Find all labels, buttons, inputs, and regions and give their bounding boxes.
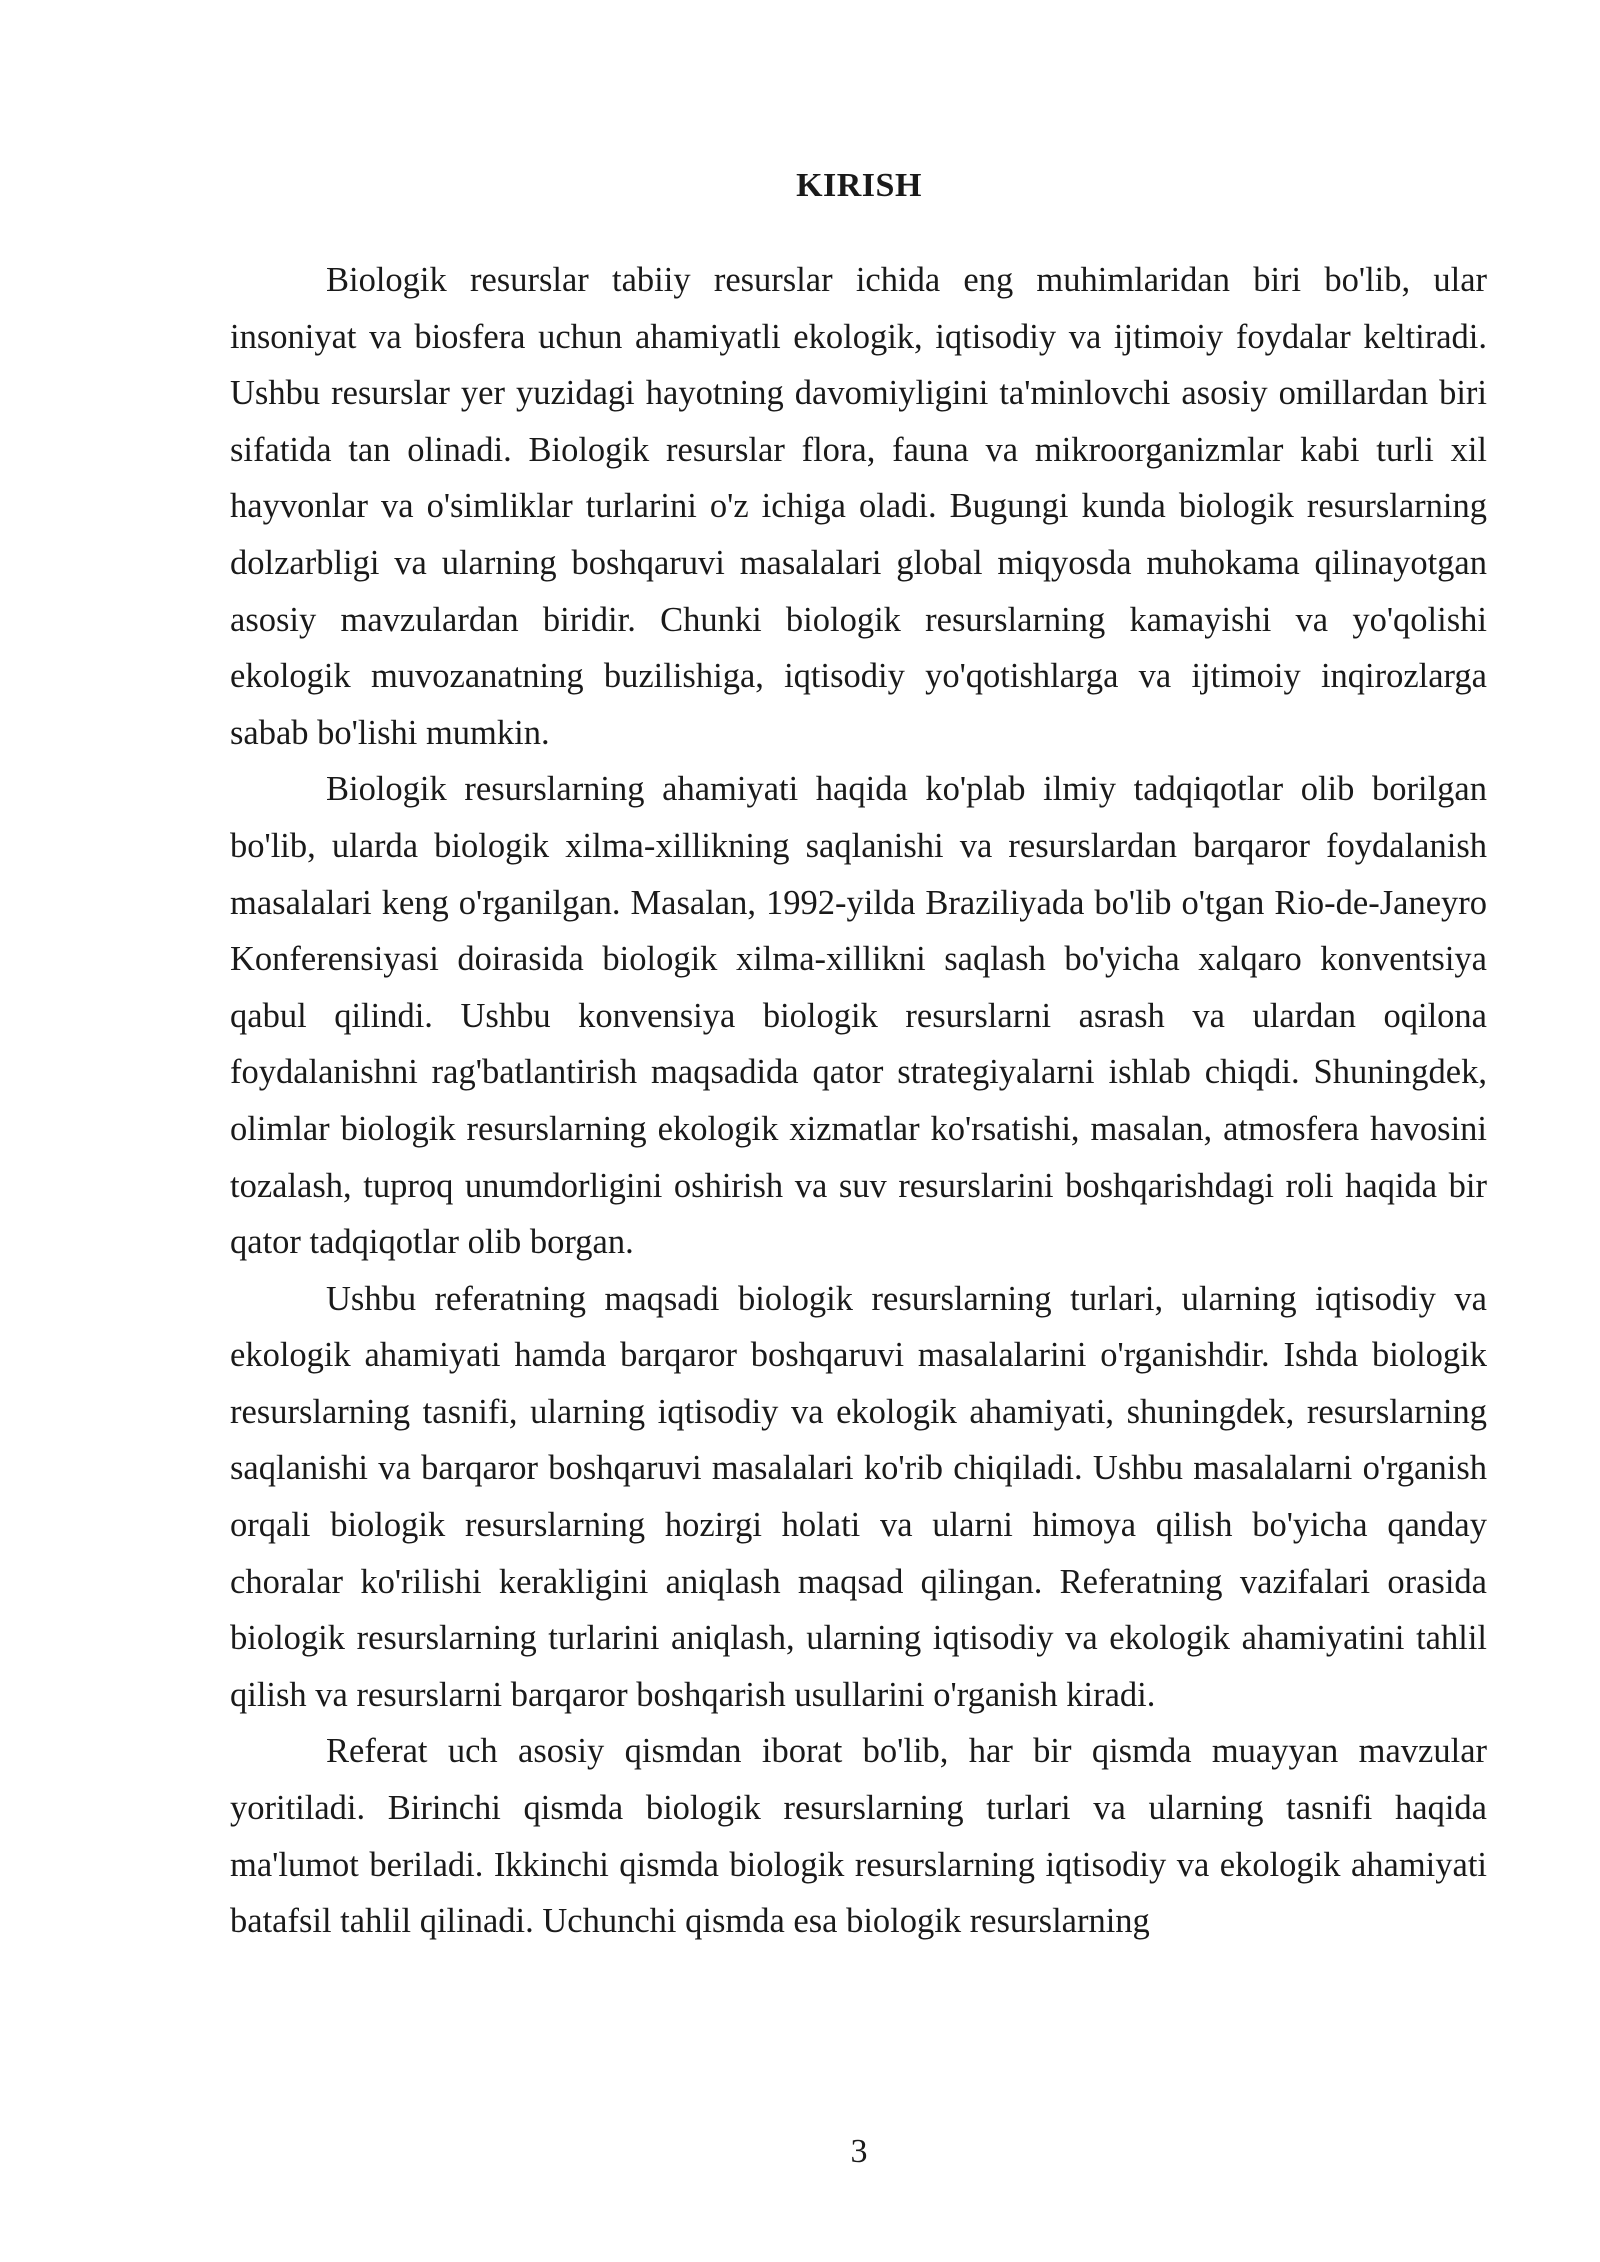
body-text [230, 252, 1487, 1950]
paragraph-structure: Referat uch asosiy qismdan iborat bo'lib, har bir qismda muayyan mavzular yoritiladi. Birinchi qismda biologik resurslarning turlari va ularning tasnifi haqida ma'lumot beriladi. Ikkinchi qismda biologik resurslarning iqtisodiy va ekologik ahamiyati batafsil tahlil qilinadi. Uchunchi qismda esa biologik resurslarning [230, 1732, 1487, 1941]
paragraph-research: Biologik resurslarning ahamiyati haqida ko'plab ilmiy tadqiqotlar olib borilgan bo'lib, ularda biologik xilma-xillikning saqlanishi va resurslardan barqaror foydalanish masalalari keng o'rganilgan. Masalan, 1992-yilda Braziliyada bo'lib o'tgan Rio-de-Janeyro Konferensiyasi doirasida biologik xilma-xillikni saqlash bo'yicha xalqaro konventsiya qabul qilindi. Ushbu konvensiya biologik resurslarni asrash va ulardan oqilona foydalanishni rag'batlantirish maqsadida qator strategiyalarni ishlab chiqdi. Shuningdek, olimlar biologik resurslarning ekologik xizmatlar ko'rsatishi, masalan, atmosfera havosini tozalash, tuproq unumdorligini oshirish va suv resurslarini boshqarishdagi roli haqida bir qator tadqiqotlar olib borgan. [230, 770, 1487, 1262]
section-title: KIRISH [796, 167, 922, 204]
page-number: 3 [850, 2133, 868, 2170]
paragraph-intro: Biologik resurslar tabiiy resurslar ichida eng muhimlaridan biri bo'lib, ular insoniyat va biosfera uchun ahamiyatli ekologik, iqtisodiy va ijtimoiy foydalar keltiradi. Ushbu resurslar yer yuzidagi hayotning davomiyligini ta'minlovchi asosiy omillardan biri sifatida tan olinadi. Biologik resurslar flora, fauna va mikroorganizmlar kabi turli xil hayvonlar va o'simliklar turlarini o'z ichiga oladi. Bugungi kunda biologik resurslarning dolzarbligi va ularning boshqaruvi masalalari global miqyosda muhokama qilinayotgan asosiy mavzulardan biridir. Chunki biologik resurslarning kamayishi va yo'qolishi ekologik muvozanatning buzilishiga, iqtisodiy yo'qotishlarga va ijtimoiy inqirozlarga sabab bo'lishi mumkin. [230, 261, 1487, 752]
paragraph-goals: Ushbu referatning maqsadi biologik resurslarning turlari, ularning iqtisodiy va ekologik ahamiyati hamda barqaror boshqaruvi masalalarini o'rganishdir. Ishda biologik resurslarning tasnifi, ularning iqtisodiy va ekologik ahamiyati, shuningdek, resurslarning saqlanishi va barqaror boshqaruvi masalalari ko'rib chiqiladi. Ushbu masalalarni o'rganish orqali biologik resurslarning hozirgi holati va ularni himoya qilish bo'yicha qanday choralar ko'rilishi kerakligini aniqlash maqsad qilingan. Referatning vazifalari orasida biologik resurslarning turlarini aniqlash, ularning iqtisodiy va ekologik ahamiyatini tahlil qilish va resurslarni barqaror boshqarish usullarini o'rganish kiradi. [230, 1279, 1487, 1714]
